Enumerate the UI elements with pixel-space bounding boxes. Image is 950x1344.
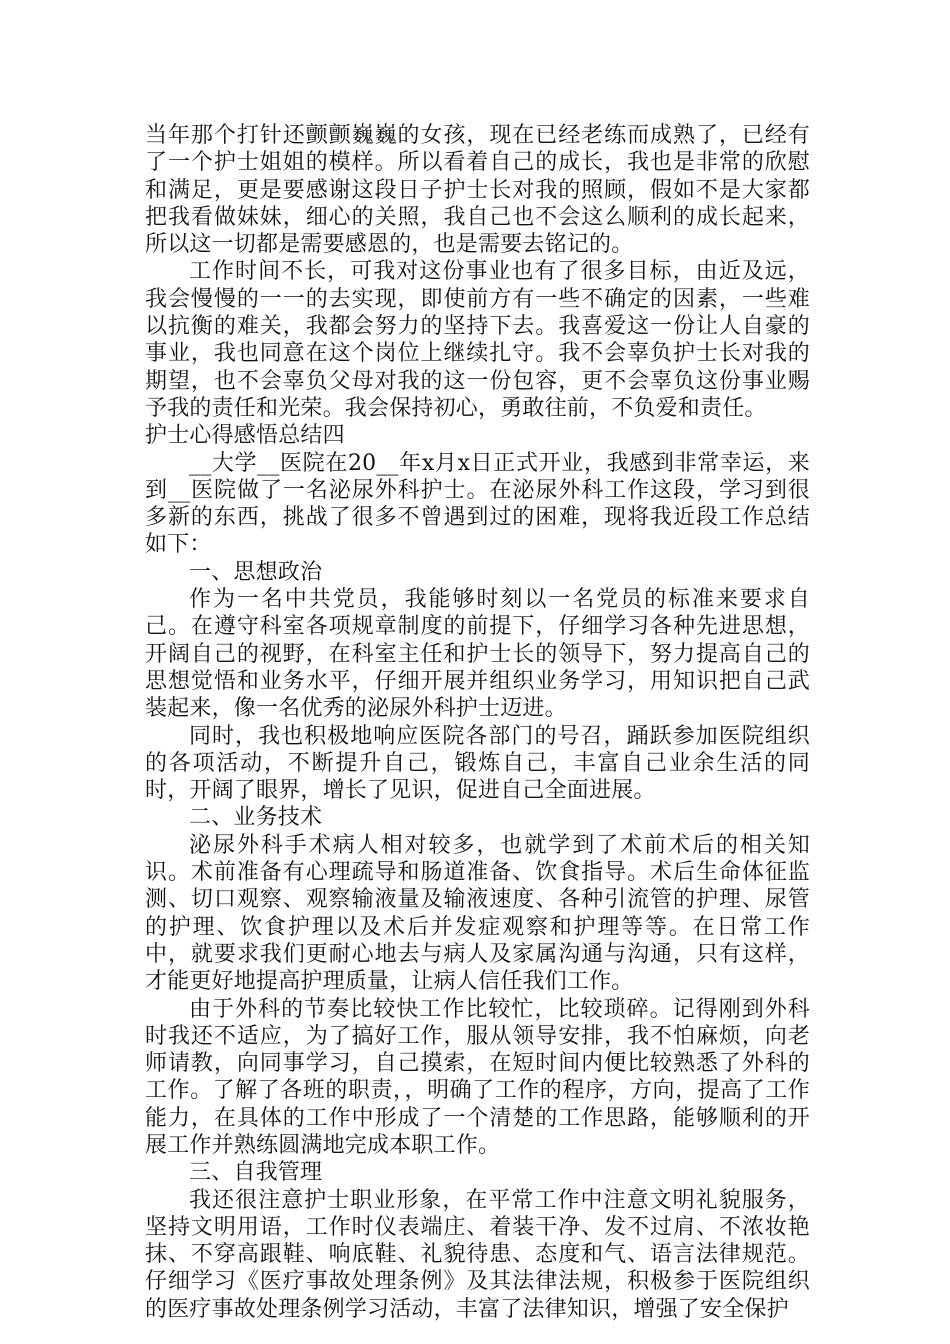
heading-technique: 二、业务技术 <box>189 805 323 831</box>
section-title-summary-four: 护士心得感悟总结四 <box>145 423 345 449</box>
paragraph-gratitude: 当年那个打针还颤颤巍巍的女孩，现在已经老练而成熟了，已经有了一个护士姐姐的模样。所以看着自己的成长，我也是非常的欣慰和满足，更是要感谢这段日子护士长对我的照顾，假如不是大家都把我看做妹妹，细心的关照，我自己也不会这么顺利的成长起来，所以这一切都是需要感恩的，也是需要去铭记的。 <box>145 123 810 258</box>
heading-ideology: 一、思想政治 <box>189 559 323 585</box>
paragraph-professional-image: 我还很注意护士职业形象，在平常工作中注意文明礼貌服务，坚持文明用语，工作时仪表端庄、着装干净、发不过肩、不浓妆艳抹、不穿高跟鞋、响底鞋、礼貌待患、态度和气、语言法律规范。仔细学习《医疗事故处理条例》及其法律法规，积极参于医院组织的医疗事故处理条例学习活动，丰富了法律知识，增强了安全保护 <box>145 1187 810 1322</box>
document-body <box>145 122 810 1323</box>
heading-self-management: 三、自我管理 <box>189 1160 323 1186</box>
paragraph-activities: 同时，我也积极地响应医院各部门的号召，踊跃参加医院组织的各项活动，不断提升自己，锻炼自己，丰富自己业余生活的同时，开阔了眼界，增长了见识，促进自己全面进展。 <box>145 723 810 804</box>
paragraph-adaptation: 由于外科的节奏比较快工作比较忙，比较琐碎。记得刚到外科时我还不适应，为了搞好工作，服从领导安排，我不怕麻烦，向老师请教，向同事学习，自己摸索，在短时间内便比较熟悉了外科的工作。了解了各班的职责，，明确了工作的程序，方向，提高了工作能力，在具体的工作中形成了一个清楚的工作思路，能够顺利的开展工作并熟练圆满地完成本职工作。 <box>145 996 810 1158</box>
paragraph-party-member: 作为一名中共党员，我能够时刻以一名党员的标准来要求自己。在遵守科室各项规章制度的前提下，仔细学习各种先进思想，开阔自己的视野，在科室主任和护士长的领导下，努力提高自己的思想觉悟和业务水平，仔细开展并组织业务学习，用知识把自己武装起来，像一名优秀的泌尿外科护士迈进。 <box>145 587 810 722</box>
paragraph-goals: 工作时间不长，可我对这份事业也有了很多目标，由近及远，我会慢慢的一一的去实现，即使前方有一些不确定的因素，一些难以抗衡的难关，我都会努力的坚持下去。我喜爱这一份让人自豪的事业，我也同意在这个岗位上继续扎守。我不会辜负护士长对我的期望，也不会辜负父母对我的这一份包容，更不会辜负这份事业赐予我的责任和光荣。我会保持初心，勇敢往前，不负爱和责任。 <box>145 259 810 421</box>
paragraph-surgery-care: 泌尿外科手术病人相对较多，也就学到了术前术后的相关知识。术前准备有心理疏导和肠道准备、饮食指导。术后生命体征监测、切口观察、观察输液量及输液速度、各种引流管的护理、尿管的护理、饮食护理以及术后并发症观察和护理等等。在日常工作中，就要求我们更耐心地去与病人及家属沟通与沟通，只有这样，才能更好地提高护理质量，让病人信任我们工作。 <box>145 832 810 995</box>
paragraph-intro: __大学__医院在20__年x月x日正式开业，我感到非常幸运，来到__医院做了一名泌尿外科护士。在泌尿外科工作这段，学习到很多新的东西，挑战了很多不曾遇到过的困难，现将我近段工作总结如下： <box>145 450 810 558</box>
